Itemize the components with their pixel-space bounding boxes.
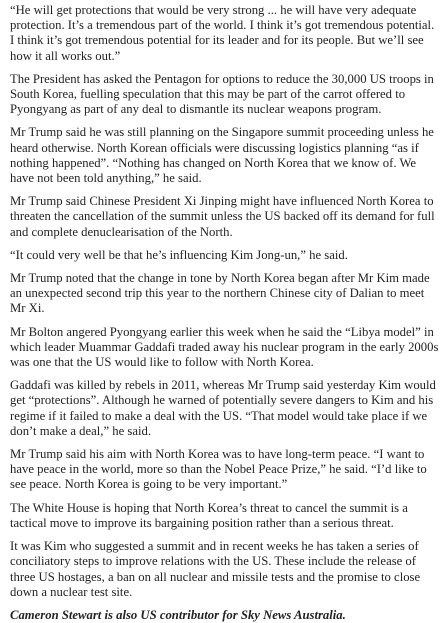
paragraph-kim-influence-quote: “It could very well be that he’s influencing Kim Jong-un,” he said. bbox=[10, 247, 348, 262]
paragraph-conciliatory-steps: It was Kim who suggested a summit and in recent weeks he has taken a series of conciliatory steps to improve relations with the US. These include the release of three US hostages, a ban on all nuclear and missile tests and the promise to close down a nuclear test site. bbox=[10, 539, 421, 599]
paragraph-long-term-peace: Mr Trump said his aim with North Korea was to have long-term peace. “I want to have peace in the world, more so than the Nobel Peace Prize,” he said. “I’d like to see peace. North Korea is going to be very important.” bbox=[10, 447, 427, 492]
paragraph-white-house-hope: The White House is hoping that North Korea’s threat to cancel the summit is a tactical move to improve its bargaining position rather than a serious threat. bbox=[10, 500, 408, 530]
paragraph-singapore-summit: Mr Trump said he was still planning on the Singapore summit proceeding unless he heard otherwise. North Korean officials were discussing logistics planning “as if nothing happened”. “Nothing has changed on North Korea that we know of. We have not been told anything,” he said. bbox=[10, 125, 434, 186]
paragraph-gaddafi: Gaddafi was killed by rebels in 2011, whereas Mr Trump said yesterday Kim would get “protections”. Although he warned of potentially severe dangers to Kim and his regime if it failed to make a deal with the US. “That model would take place if we don’t make a deal,” he said. bbox=[10, 378, 436, 438]
paragraph-troops-reduction: The President has asked the Pentagon for options to reduce the 30,000 US troops in South Korea, fuelling speculation that this may be part of the carrot offered to Pyongyang as part of any deal to dismantle its nuclear weapons program. bbox=[10, 71, 434, 117]
paragraph-xi-influence: Mr Trump said Chinese President Xi Jinping might have influenced North Korea to threaten the cancellation of the summit unless the US backed off its demand for full and complete denuclearisation of the North. bbox=[10, 194, 435, 239]
author-byline: Cameron Stewart is also US contributor for Sky News Australia. bbox=[10, 607, 346, 622]
paragraph-dalian-trip: Mr Trump noted that the change in tone by North Korea began after Mr Kim made an unexpected second trip this year to the northern Chinese city of Dalian to meet Mr Xi. bbox=[10, 271, 430, 316]
paragraph-libya-model: Mr Bolton angered Pyongyang earlier this week when he said the “Libya model” in which leader Muammar Gaddafi traded away his nuclear program in the early 2000s was one that the US would like to follow with North Korea. bbox=[10, 324, 439, 370]
paragraph-protections-quote: “He will get protections that would be very strong ... he will have very adequate protection. It’s a tremendous part of the world. I think it’s got tremendous potential. I think it’s got tremendous potential for its leader and for its people. But we’ll see how it all works out.” bbox=[10, 3, 435, 63]
